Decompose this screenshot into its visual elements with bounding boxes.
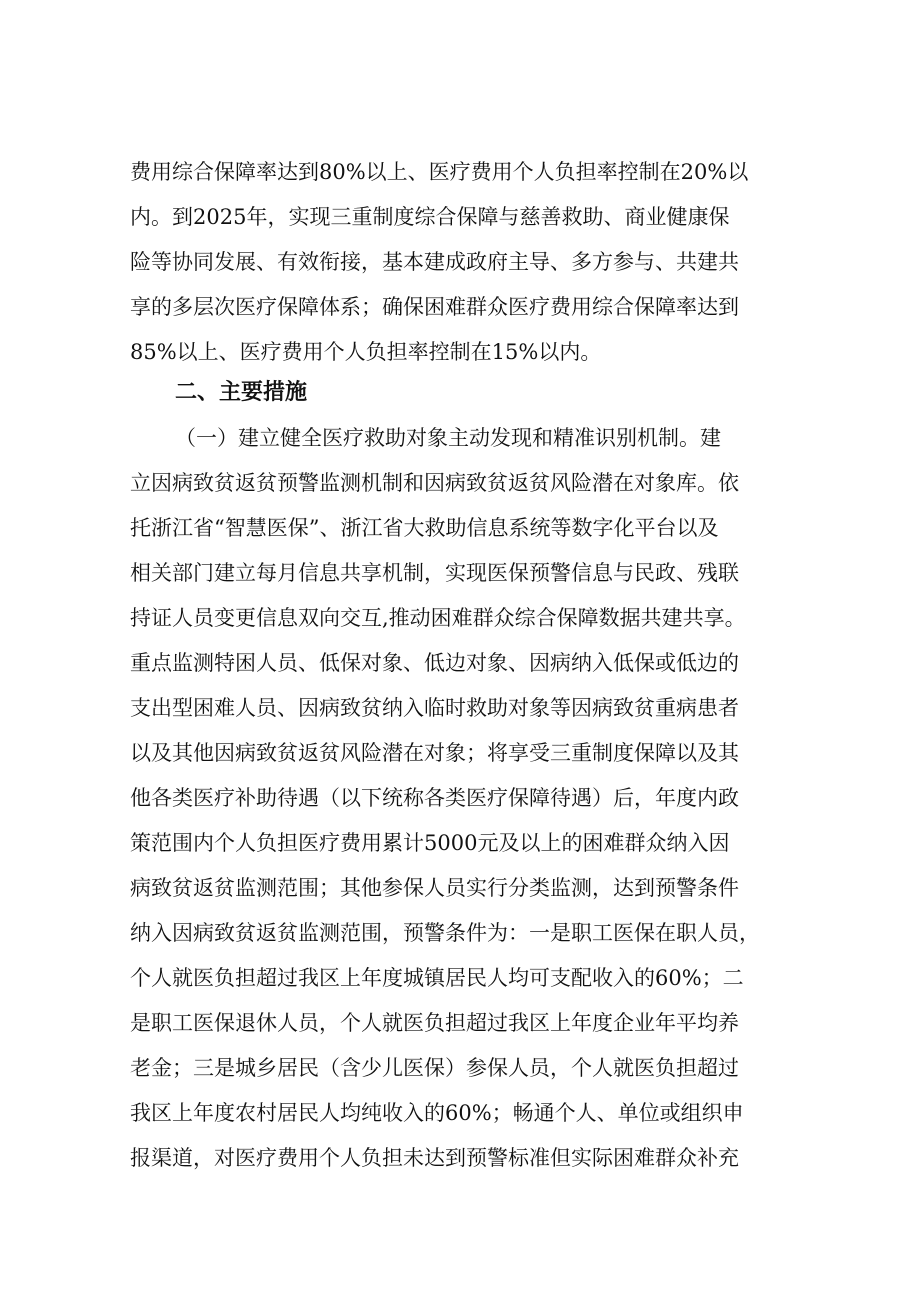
paragraph-line: 险等协同发展、有效衔接，基本建成政府主导、多方参与、共建共 [130,250,739,274]
paragraph-line: 持证人员变更信息双向交互,推动困难群众综合保障数据共建共享。 [130,606,746,630]
paragraph-line: 报渠道，对医疗费用个人负担未达到预警标准但实际困难群众补充 [130,1146,739,1170]
paragraph-line: 策范围内个人负担医疗费用累计5000元及以上的困难群众纳入因 [130,831,730,855]
paragraph-line: 我区上年度农村居民人均纯收入的60%；畅通个人、单位或组织申 [130,1101,744,1125]
paragraph-line: 以及其他因病致贫返贫风险潜在对象；将享受三重制度保障以及其 [130,741,739,765]
paragraph-line: 托浙江省“智慧医保”、浙江省大救助信息系统等数字化平台以及 [130,516,719,540]
paragraph-line: 纳入因病致贫返贫监测范围，预警条件为：一是职工医保在职人员， [130,921,760,945]
subsection-heading-line: （一）建立健全医疗救助对象主动发现和精准识别机制。建 [175,426,721,450]
paragraph-line: 老金；三是城乡居民（含少儿医保）参保人员，个人就医负担超过 [130,1056,739,1080]
paragraph-line: 相关部门建立每月信息共享机制，实现医保预警信息与民政、残联 [130,561,739,585]
section-heading: 二、主要措施 [175,380,308,405]
paragraph-line: 85%以上、医疗费用个人负担率控制在15%以内。 [130,340,602,364]
paragraph-line: 他各类医疗补助待遇（以下统称各类医疗保障待遇）后，年度内政 [130,786,739,810]
paragraph-line: 内。到2025年，实现三重制度综合保障与慈善救助、商业健康保 [130,205,730,229]
paragraph-line: 是职工医保退休人员，个人就医负担超过我区上年度企业年平均养 [130,1011,739,1035]
paragraph-line: 重点监测特困人员、低保对象、低边对象、因病纳入低保或低边的 [130,651,739,675]
paragraph-line: 病致贫返贫监测范围；其他参保人员实行分类监测，达到预警条件 [130,876,739,900]
paragraph-line: 个人就医负担超过我区上年度城镇居民人均可支配收入的60%；二 [130,966,744,990]
paragraph-line: 费用综合保障率达到80%以上、医疗费用个人负担率控制在20%以 [130,160,749,184]
paragraph-line: 支出型困难人员、因病致贫纳入临时救助对象等因病致贫重病患者 [130,696,739,720]
paragraph-line: 立因病致贫返贫预警监测机制和因病致贫返贫风险潜在对象库。依 [130,471,739,495]
paragraph-line: 享的多层次医疗保障体系；确保困难群众医疗费用综合保障率达到 [130,295,739,319]
